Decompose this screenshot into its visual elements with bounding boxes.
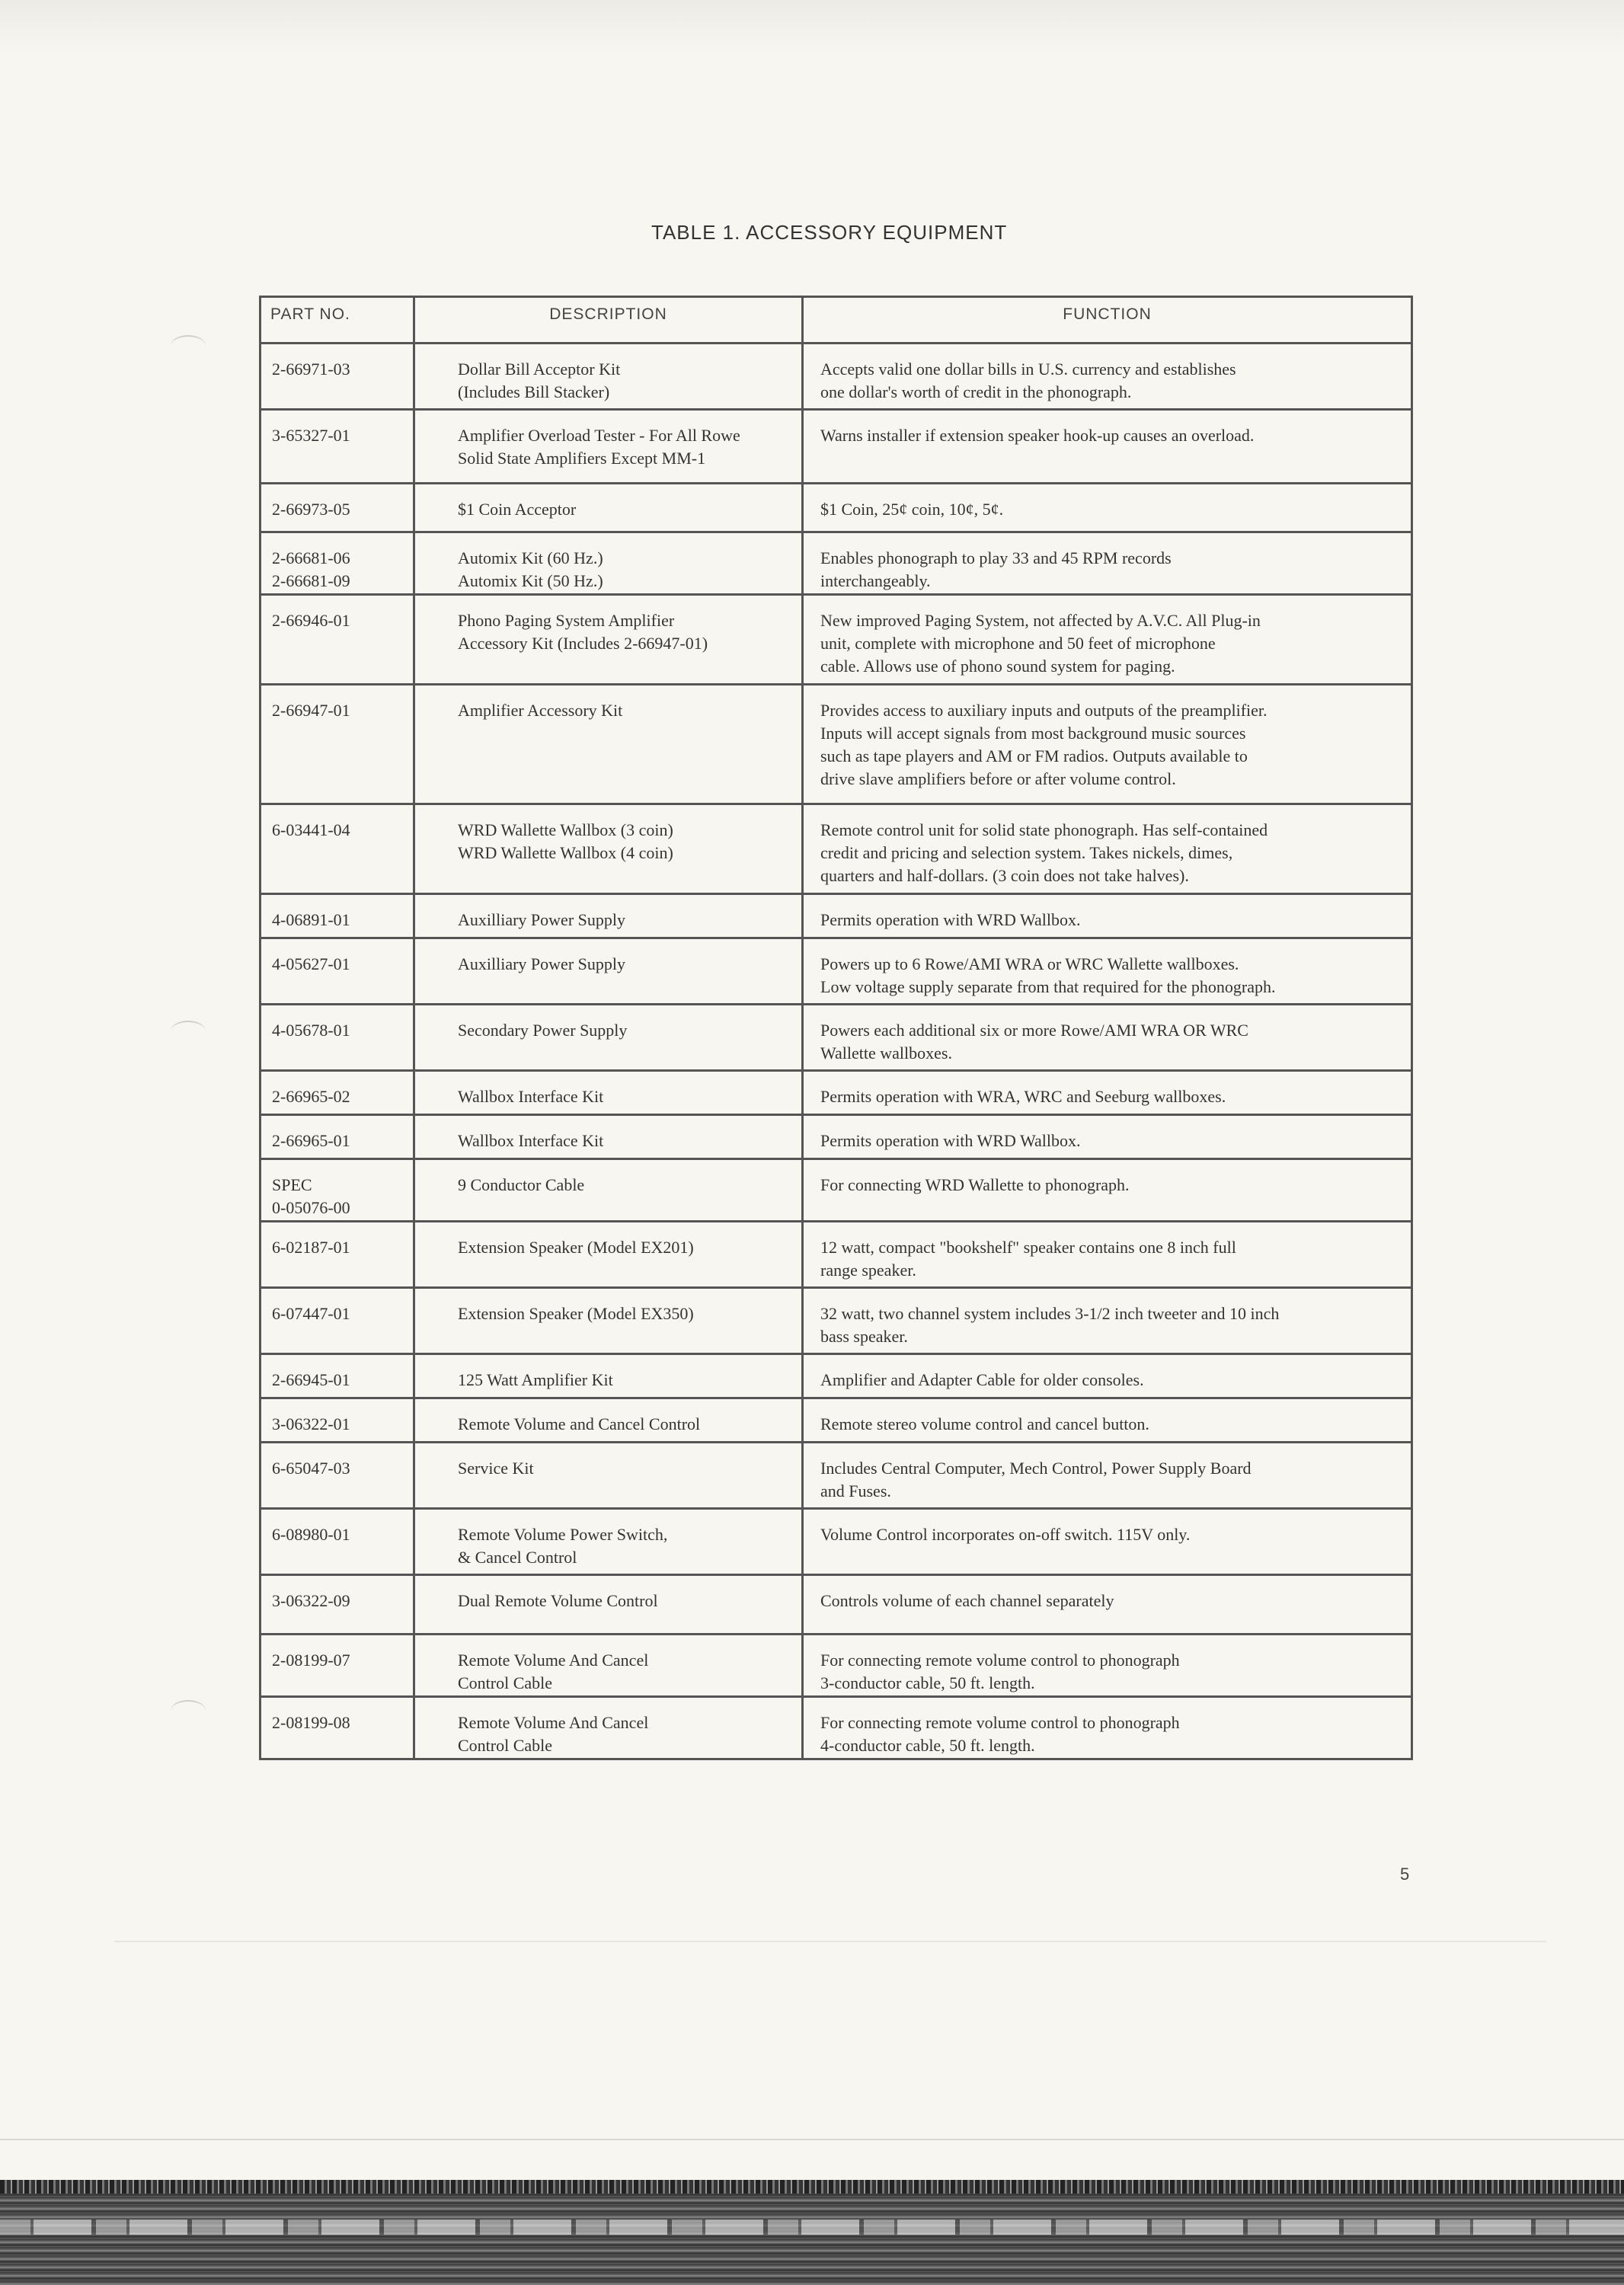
scanner-edge-band	[0, 2180, 1624, 2285]
part-number-cell	[261, 410, 414, 484]
cell-text-line: Volume Control incorporates on-off switch. 115V only.	[820, 1525, 1191, 1544]
part-number-cell	[261, 1288, 414, 1354]
cell-text-line: 6-65047-03	[272, 1459, 350, 1478]
header-part-no: PART NO.	[261, 297, 414, 344]
function-cell	[803, 938, 1412, 1005]
function-cell	[803, 1575, 1412, 1635]
cell-text-line: Permits operation with WRD Wallbox.	[820, 910, 1081, 929]
function-cell	[803, 1443, 1412, 1509]
cell-text-line: Remote stereo volume control and cancel button.	[820, 1414, 1149, 1433]
table-row	[261, 685, 1412, 804]
function-cell	[803, 685, 1412, 804]
cell-text-line: 2-66965-01	[272, 1131, 350, 1150]
table-row	[261, 484, 1412, 532]
cell-text-line: 4-05627-01	[272, 954, 350, 973]
cell-text-line: quarters and half-dollars. (3 coin does not take halves).	[820, 866, 1189, 885]
cell-text-line: and Fuses.	[820, 1481, 891, 1500]
cell-text-line: range speaker.	[820, 1261, 916, 1280]
part-number-cell	[261, 894, 414, 938]
cell-text-line: Remote Volume and Cancel Control	[458, 1414, 701, 1433]
part-number-cell	[261, 685, 414, 804]
table-body	[261, 344, 1412, 1759]
function-cell	[803, 532, 1412, 595]
function-cell	[803, 1071, 1412, 1115]
table-row	[261, 595, 1412, 685]
part-number-cell	[261, 1398, 414, 1443]
scan-line	[0, 2139, 1624, 2140]
table-title-text: TABLE 1. ACCESSORY EQUIPMENT	[651, 221, 1008, 244]
description-cell	[414, 1159, 803, 1222]
function-cell	[803, 804, 1412, 894]
part-number-cell	[261, 1509, 414, 1575]
cell-text-line: Enables phonograph to play 33 and 45 RPM records	[820, 548, 1172, 567]
cell-text-line: Dual Remote Volume Control	[458, 1591, 658, 1610]
cell-text-line: & Cancel Control	[458, 1548, 577, 1567]
table-header-row	[261, 297, 1412, 344]
scan-mark	[171, 335, 206, 356]
description-cell	[414, 344, 803, 410]
cell-text-line: Control Cable	[458, 1673, 553, 1692]
table-row	[261, 1222, 1412, 1288]
part-number-cell	[261, 595, 414, 685]
cell-text-line: 4-06891-01	[272, 910, 350, 929]
cell-text-line: Auxilliary Power Supply	[458, 954, 625, 973]
cell-text-line: 2-08199-07	[272, 1651, 350, 1670]
cell-text-line: Secondary Power Supply	[458, 1021, 628, 1040]
description-cell	[414, 1071, 803, 1115]
cell-text-line: For connecting remote volume control to phonograph	[820, 1713, 1180, 1732]
cell-text-line: $1 Coin Acceptor	[458, 500, 577, 519]
part-number-cell	[261, 1005, 414, 1071]
description-cell	[414, 410, 803, 484]
table-row	[261, 1635, 1412, 1697]
cell-text-line: 12 watt, compact "bookshelf" speaker contains one 8 inch full	[820, 1238, 1236, 1257]
cell-text-line: Low voltage supply separate from that required for the phonograph.	[820, 977, 1276, 996]
function-cell	[803, 1222, 1412, 1288]
cell-text-line: interchangeably.	[820, 571, 931, 590]
cell-text-line: For connecting WRD Wallette to phonograph.	[820, 1175, 1130, 1194]
description-cell	[414, 894, 803, 938]
cell-text-line: Amplifier Overload Tester - For All Rowe	[458, 426, 740, 445]
cell-text-line: 125 Watt Amplifier Kit	[458, 1370, 613, 1389]
cell-text-line: Wallbox Interface Kit	[458, 1131, 604, 1150]
description-cell	[414, 1697, 803, 1759]
function-cell	[803, 344, 1412, 410]
function-cell	[803, 894, 1412, 938]
cell-text-line: Service Kit	[458, 1459, 534, 1478]
cell-text-line: Warns installer if extension speaker hook-up causes an overload.	[820, 426, 1255, 445]
cell-text-line: such as tape players and AM or FM radios. Outputs available to	[820, 746, 1248, 765]
description-cell	[414, 1443, 803, 1509]
cell-text-line: 9 Conductor Cable	[458, 1175, 585, 1194]
scan-top-shading	[0, 0, 1624, 53]
cell-text-line: Automix Kit (50 Hz.)	[458, 571, 603, 590]
description-cell	[414, 685, 803, 804]
accessory-equipment-table	[259, 296, 1413, 1760]
table-row	[261, 344, 1412, 410]
function-cell	[803, 1288, 1412, 1354]
table-row	[261, 1288, 1412, 1354]
table-row	[261, 1443, 1412, 1509]
table-row	[261, 938, 1412, 1005]
function-cell	[803, 1354, 1412, 1398]
function-cell	[803, 410, 1412, 484]
table-row	[261, 1115, 1412, 1159]
cell-text-line: For connecting remote volume control to phonograph	[820, 1651, 1180, 1670]
cell-text-line: Phono Paging System Amplifier	[458, 611, 675, 630]
function-cell	[803, 484, 1412, 532]
cell-text-line: Remote Volume And Cancel	[458, 1713, 649, 1732]
header-function: FUNCTION	[803, 297, 1412, 344]
cell-text-line: Automix Kit (60 Hz.)	[458, 548, 603, 567]
cell-text-line: 2-66681-06	[272, 548, 350, 567]
description-cell	[414, 938, 803, 1005]
cell-text-line: 4-05678-01	[272, 1021, 350, 1040]
part-number-cell	[261, 1697, 414, 1759]
description-cell	[414, 1575, 803, 1635]
cell-text-line: 6-02187-01	[272, 1238, 350, 1257]
part-number-cell	[261, 804, 414, 894]
cell-text-line: cable. Allows use of phono sound system for paging.	[820, 657, 1175, 676]
part-number-cell	[261, 1635, 414, 1697]
function-cell	[803, 1005, 1412, 1071]
cell-text-line: New improved Paging System, not affected by A.V.C. All Plug-in	[820, 611, 1261, 630]
cell-text-line: Wallette wallboxes.	[820, 1043, 952, 1063]
part-number-cell	[261, 1575, 414, 1635]
cell-text-line: bass speaker.	[820, 1327, 908, 1346]
function-cell	[803, 1159, 1412, 1222]
cell-text-line: Powers up to 6 Rowe/AMI WRA or WRC Wallette wallboxes.	[820, 954, 1239, 973]
cell-text-line: SPEC	[272, 1175, 312, 1194]
description-cell	[414, 804, 803, 894]
cell-text-line: Controls volume of each channel separately	[820, 1591, 1114, 1610]
cell-text-line: credit and pricing and selection system. Takes nickels, dimes,	[820, 843, 1233, 862]
table-row	[261, 1354, 1412, 1398]
cell-text-line: 2-66965-02	[272, 1087, 350, 1106]
cell-text-line: 2-66946-01	[272, 611, 350, 630]
cell-text-line: Control Cable	[458, 1736, 553, 1755]
cell-text-line: 2-66947-01	[272, 701, 350, 720]
cell-text-line: Permits operation with WRD Wallbox.	[820, 1131, 1081, 1150]
cell-text-line: Permits operation with WRA, WRC and Seeburg wallboxes.	[820, 1087, 1226, 1106]
description-cell	[414, 1222, 803, 1288]
description-cell	[414, 1005, 803, 1071]
part-number-cell	[261, 1115, 414, 1159]
description-cell	[414, 532, 803, 595]
table-row	[261, 1071, 1412, 1115]
cell-text-line: 6-03441-04	[272, 820, 350, 839]
scan-mark	[171, 1021, 206, 1042]
cell-text-line: drive slave amplifiers before or after volume control.	[820, 769, 1176, 788]
cell-text-line: Extension Speaker (Model EX201)	[458, 1238, 694, 1257]
page-number: 5	[1400, 1865, 1410, 1884]
cell-text-line: $1 Coin, 25¢ coin, 10¢, 5¢.	[820, 500, 1004, 519]
table-row	[261, 1159, 1412, 1222]
part-number-cell	[261, 1222, 414, 1288]
table-row	[261, 1509, 1412, 1575]
part-number-cell	[261, 1443, 414, 1509]
cell-text-line: Remote Volume Power Switch,	[458, 1525, 668, 1544]
cell-text-line: Accessory Kit (Includes 2-66947-01)	[458, 634, 708, 653]
cell-text-line: 2-66945-01	[272, 1370, 350, 1389]
cell-text-line: Amplifier and Adapter Cable for older consoles.	[820, 1370, 1144, 1389]
description-cell	[414, 1635, 803, 1697]
function-cell	[803, 1697, 1412, 1759]
cell-text-line: Remote Volume And Cancel	[458, 1651, 649, 1670]
cell-text-line: Powers each additional six or more Rowe/AMI WRA OR WRC	[820, 1021, 1248, 1040]
cell-text-line: (Includes Bill Stacker)	[458, 382, 610, 401]
table-row	[261, 804, 1412, 894]
cell-text-line: Wallbox Interface Kit	[458, 1087, 604, 1106]
cell-text-line: one dollar's worth of credit in the phonograph.	[820, 382, 1132, 401]
cell-text-line: Accepts valid one dollar bills in U.S. currency and establishes	[820, 360, 1236, 379]
cell-text-line: 2-66973-05	[272, 500, 350, 519]
description-cell	[414, 1398, 803, 1443]
cell-text-line: Dollar Bill Acceptor Kit	[458, 360, 621, 379]
table-row	[261, 410, 1412, 484]
table-row	[261, 532, 1412, 595]
part-number-cell	[261, 344, 414, 410]
cell-text-line: Remote control unit for solid state phonograph. Has self-contained	[820, 820, 1268, 839]
description-cell	[414, 484, 803, 532]
cell-text-line: 2-66681-09	[272, 571, 350, 590]
part-number-cell	[261, 1071, 414, 1115]
cell-text-line: unit, complete with microphone and 50 feet of microphone	[820, 634, 1216, 653]
description-cell	[414, 1509, 803, 1575]
cell-text-line: Extension Speaker (Model EX350)	[458, 1304, 694, 1323]
cell-text-line: 32 watt, two channel system includes 3-1/2 inch tweeter and 10 inch	[820, 1304, 1280, 1323]
cell-text-line: Inputs will accept signals from most background music sources	[820, 724, 1246, 743]
part-number-cell	[261, 1159, 414, 1222]
cell-text-line: Amplifier Accessory Kit	[458, 701, 623, 720]
table-row	[261, 1398, 1412, 1443]
description-cell	[414, 1115, 803, 1159]
scan-mark	[171, 1700, 206, 1721]
table-row	[261, 1697, 1412, 1759]
function-cell	[803, 1635, 1412, 1697]
part-number-cell	[261, 938, 414, 1005]
cell-text-line: Provides access to auxiliary inputs and outputs of the preamplifier.	[820, 701, 1268, 720]
cell-text-line: 6-07447-01	[272, 1304, 350, 1323]
table-row	[261, 894, 1412, 938]
cell-text-line: 0-05076-00	[272, 1198, 350, 1217]
cell-text-line: Includes Central Computer, Mech Control, Power Supply Board	[820, 1459, 1252, 1478]
cell-text-line: WRD Wallette Wallbox (4 coin)	[458, 843, 673, 862]
description-cell	[414, 595, 803, 685]
cell-text-line: Auxilliary Power Supply	[458, 910, 625, 929]
function-cell	[803, 1115, 1412, 1159]
table-row	[261, 1005, 1412, 1071]
part-number-cell	[261, 484, 414, 532]
function-cell	[803, 595, 1412, 685]
cell-text-line: 3-65327-01	[272, 426, 350, 445]
faint-scan-line	[114, 1941, 1546, 1942]
part-number-cell	[261, 532, 414, 595]
cell-text-line: 3-06322-01	[272, 1414, 350, 1433]
description-cell	[414, 1288, 803, 1354]
table-row	[261, 1575, 1412, 1635]
function-cell	[803, 1509, 1412, 1575]
cell-text-line: Solid State Amplifiers Except MM-1	[458, 449, 706, 468]
cell-text-line: 3-conductor cable, 50 ft. length.	[820, 1673, 1035, 1692]
part-number-cell	[261, 1354, 414, 1398]
header-description: DESCRIPTION	[414, 297, 803, 344]
cell-text-line: 4-conductor cable, 50 ft. length.	[820, 1736, 1035, 1755]
description-cell	[414, 1354, 803, 1398]
cell-text-line: 3-06322-09	[272, 1591, 350, 1610]
cell-text-line: 2-08199-08	[272, 1713, 350, 1732]
function-cell	[803, 1398, 1412, 1443]
cell-text-line: 6-08980-01	[272, 1525, 350, 1544]
cell-text-line: WRD Wallette Wallbox (3 coin)	[458, 820, 673, 839]
cell-text-line: 2-66971-03	[272, 360, 350, 379]
